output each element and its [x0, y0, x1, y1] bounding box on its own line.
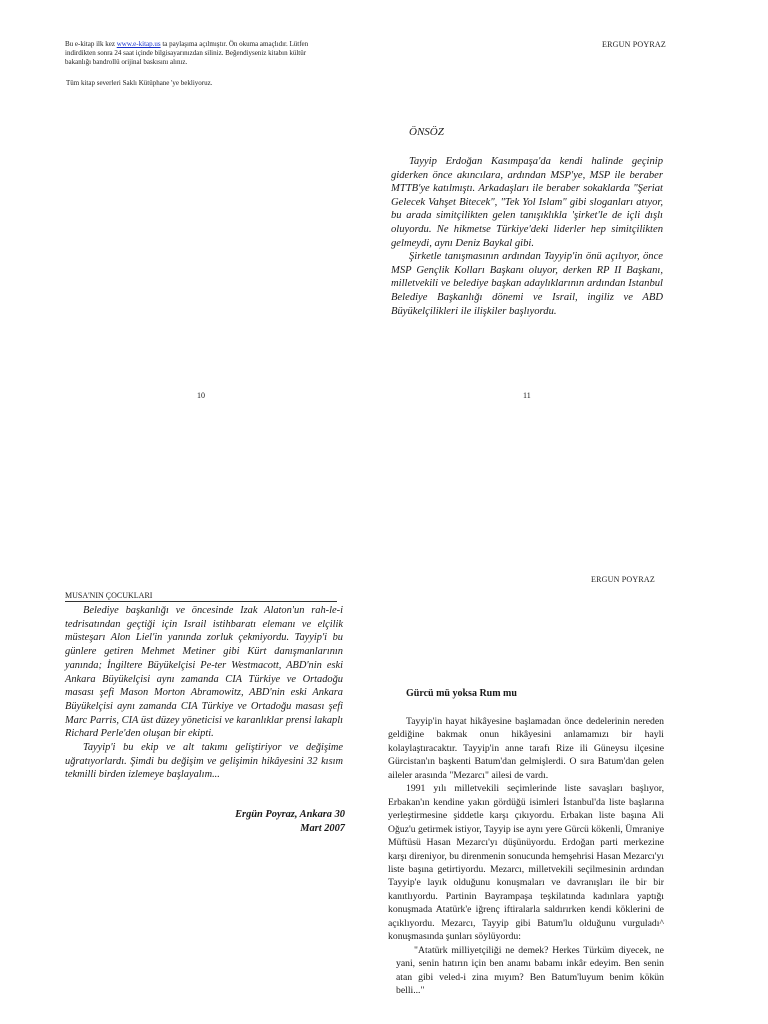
chapter-text	[388, 715, 664, 998]
running-head: MUSA'NIN ÇOCUKLARI	[65, 591, 337, 602]
preface-paragraph: Şirketle tanışmasının ardından Tayyip'in önü açılıyor, önce MSP Gençlik Kolları Başkanı oluyor, derken RP II Başkanı, milletvekili ve belediye başkan adaylıklarının ardından Istanbul Belediye Başkanlığı dönemi ve Israil, ingiliz ve ABD Büyükelçilikleri ile ilişkiler başlıyordu.	[391, 251, 663, 317]
notice-text-end: ta paylaşıma açılmıştır. Ön okuma amaçlıdır. Lütfen indirdikten sonra 24 saat içinde bilgisayarınızdan siliniz. Beğendiyseniz kitabın kültür bakanlığı bandrollü orijinal baskısını alınız.	[65, 40, 309, 66]
signature	[200, 808, 345, 835]
library-invitation: Tüm kitap severleri Saklı Kütüphane 'ye bekliyoruz.	[66, 79, 213, 87]
download-notice-text	[65, 40, 315, 67]
continuation-paragraph: Belediye başkanlığı ve öncesinde Izak Alaton'un rah-le-i tedrisatından geçtiği için Israil istihbaratı elemanı ve elçilik müsteşarı Alon Liel'in yanında zorluk çekmiyordu. Tayyip'i bu günlere getiren Mehmet Metiner gibi Kürt danışmanlarının yanında; İngiltere Büyükelçisi Pe-ter Westmacott, ABD'nin eski Ankara Büyükelçisi aynı zamanda CIA Türkiye ve Ortadoğu masası şefi Mason Morton Abramowitz, ABD'nin eski Ankara Büyükelçisi aynı zamanda CIA Türkiye ve Ortadoğu masası şefi Marc Parris, CIA üst düzey yöneticisi ve karanlıklar prensi lakaplı Richard Perle'den oluşan bir ekipti.	[65, 605, 343, 740]
e-kitap-link[interactable]: www.e-kitap.us	[116, 40, 161, 48]
continuation-paragraph: Tayyip'i bu ekip ve alt takımı geliştiriyor ve değişime uğratıyorlardı. Şimdi bu değişim ve gelişimin hikâyesini 32 kısım tekmilli birden izlemeye başlayalım...	[65, 742, 343, 781]
page-number-right: 11	[523, 391, 531, 400]
preface-paragraph: Tayyip Erdoğan Kasımpaşa'da kendi halinde geçinip giderken önce akıncılara, ardından MSP'ye, MSP ile beraber MTTB'ye katılmıştı. Arkadaşları ile beraber sokaklarda "Şeriat Gelecek Vahşet Bitecek", "Tek Yol Islam" gibi sloganları atıyor, bu arada simitçilikten gelen tanışıklıkla 'şirket'le de içli dışlı oluyordu. Ne hikmetse Türkiye'deki liderler hep simitçilikten gelmeydi, aynı Deniz Baykal gibi.	[391, 156, 663, 249]
author-header: ERGUN POYRAZ	[602, 40, 666, 49]
notice-text-start: Bu e-kitap ilk kez	[65, 40, 117, 48]
chapter-paragraph: Tayyip'in hayat hikâyesine başlamadan önce dedelerinin nereden geldiğine bakmak onun hikâyesini anlamamızı bir hayli kolaylaştıracaktır. Tayyip'in anne tarafı Rize ili Güneysu ilçesine Gürcistan'ın başkenti Batum'dan gelmişlerdi. O sıra Batum'dan gelen aileler arasında "Mezarcı" ailesi de vardı.	[388, 716, 664, 781]
preface-title: ÖNSÖZ	[409, 126, 444, 138]
signature-line: Ergün Poyraz, Ankara 30	[235, 809, 345, 820]
preface-continuation	[65, 604, 343, 782]
chapter-quote: "Atatürk milliyetçiliği ne demek? Herkes Türküm diyecek, ne yani, senin hatırın için ben anamı babamı inkâr edeyim. Ben senin atan gibi veled-i zina mıyım? Ben Batum'luyum benim kökün belli..."	[396, 944, 664, 997]
preface-text	[391, 155, 663, 318]
chapter-paragraph: 1991 yılı milletvekili seçimlerinde liste savaşları başlıyor, Erbakan'ın kendine yakın gördüğü isimleri İstanbul'da liste başlarına yerleştirmesine şiddetle karşı çıkıyordu. Erbakan liste başına Ali Oğuz'u getirmek istiyor, Tayyip ise aynı yere Gürcü kökenli, Ümraniye Müftüsü Hasan Mezarcı'yı düşünüyordu. Erdoğan parti merkezine karşı direniyor, bu direnmenin sonucunda hemşehrisi Hasan Mezarcı'yı liste başına getirtiyordu. Mezarcı, milletvekili seçilmesinin ardından Tayyip'e layık olduğunu konuşmaları ve davranışları ile bir bir kanıtlıyordu. Partinin Bayrampaşa teşkilatında kadınlara yaptığı konuşmada Atatürk'e iğrenç iftiralarla saldırırken kendi köklerini de açıklıyordu. Mezarcı, Tayyip gibi Batum'lu olduğunu vurguladı^ konuşmasında şunları söylüyordu:	[388, 783, 664, 943]
author-header: ERGUN POYRAZ	[591, 575, 655, 584]
download-notice	[65, 40, 315, 67]
page-number-left: 10	[197, 391, 205, 400]
signature-line: Mart 2007	[300, 822, 345, 834]
chapter-title: Gürcü mü yoksa Rum mu	[406, 688, 517, 699]
